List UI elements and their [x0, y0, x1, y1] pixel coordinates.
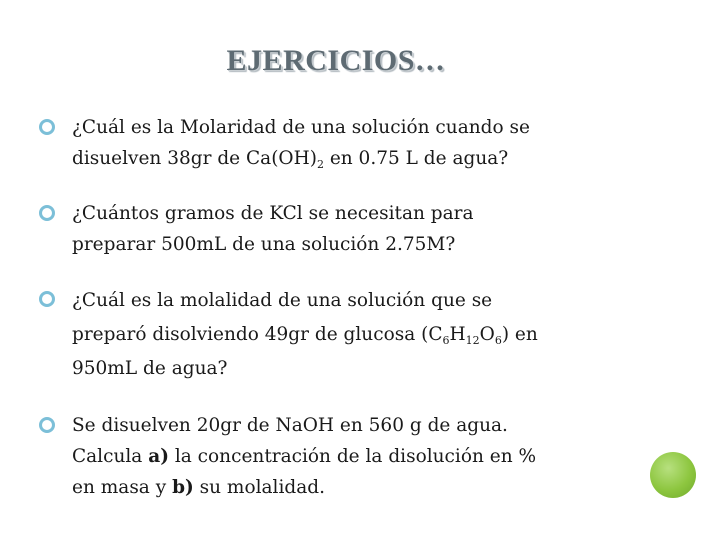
question-list — [38, 112, 630, 503]
question-1 — [38, 112, 630, 174]
circle-bullet-icon — [38, 416, 56, 434]
question-4-line-2b: la concentración de la disolución en % — [168, 446, 537, 467]
subscript: 6 — [442, 334, 450, 347]
subscript: 6 — [494, 334, 502, 347]
question-2-line-1: ¿Cuántos gramos de KCl se necesitan para — [72, 203, 474, 224]
question-3-line-3: 950mL de agua? — [72, 358, 228, 379]
question-3-line-2c: O — [479, 324, 495, 345]
question-1-line-2-prefix: disuelven 38gr de Ca(OH) — [72, 148, 317, 169]
question-4-line-3a: en masa y — [72, 477, 173, 498]
part-b-label: b) — [172, 477, 194, 498]
subscript: 2 — [316, 158, 324, 171]
question-2 — [38, 198, 630, 260]
question-4-line-3b: su molalidad. — [193, 477, 325, 498]
question-3-line-2d: ) en — [501, 324, 538, 345]
subscript: 12 — [465, 334, 480, 347]
question-1-line-2-suffix: en 0.75 L de agua? — [323, 148, 509, 169]
question-2-line-2: preparar 500mL de una solución 2.75M? — [72, 234, 456, 255]
circle-bullet-icon — [38, 118, 56, 136]
question-4 — [38, 410, 630, 503]
question-1-line-1: ¿Cuál es la Molaridad de una solución cuando se — [72, 117, 530, 138]
circle-bullet-icon — [38, 290, 56, 308]
question-4-line-1: Se disuelven 20gr de NaOH en 560 g de agua. — [72, 415, 508, 436]
green-circle-decoration — [650, 452, 696, 498]
question-3 — [38, 284, 630, 386]
slide-title: EJERCICIOS… — [226, 44, 446, 77]
question-3-line-2b: H — [449, 324, 466, 345]
circle-bullet-icon — [38, 204, 56, 222]
question-3-line-1: ¿Cuál es la molalidad de una solución que se — [72, 290, 493, 311]
question-3-line-2a: preparó disolviendo 49gr de glucosa (C — [72, 324, 443, 345]
part-a-label: a) — [148, 446, 169, 467]
question-4-line-2a: Calcula — [72, 446, 149, 467]
